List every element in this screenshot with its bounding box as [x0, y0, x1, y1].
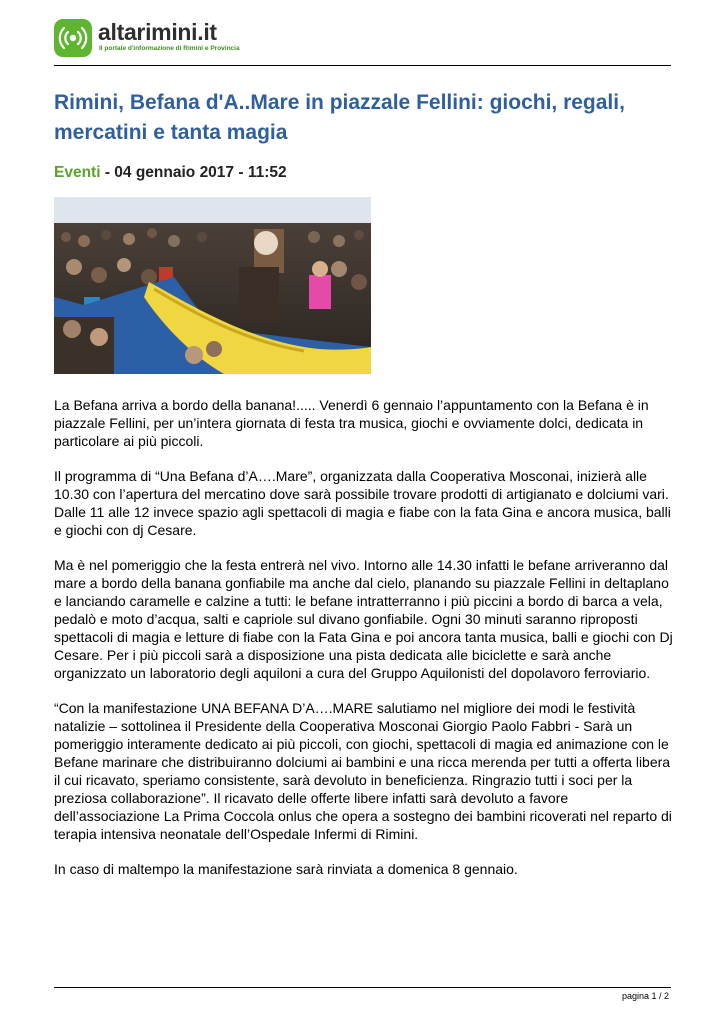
- article-body: [54, 396, 674, 895]
- site-name: altarimini.it: [98, 19, 217, 45]
- article-title: Rimini, Befana d'A..Mare in piazzale Fellini: giochi, regali, mercatini e tanta magia: [54, 91, 625, 144]
- article-paragraph: “Con la manifestazione UNA BEFANA D’A….MARE salutiamo nel migliore dei modi le festività natalizie – sottolinea il Presidente della Cooperativa Mosconai Giorgio Paolo Fabbri - Sarà un pomeriggio interamente dedicato ai più piccoli, con giochi, spettacoli di magia ed animazione con le Befane marinare che distribuiranno dolciumi ai bambini e una ricca merenda per tutti a offerta libera il cui ricavato, speriamo consistente, sarà devoluto in beneficienza. Ringrazio tutti i soci per la preziosa collaborazione”. Il ricavato delle offerte libere infatti sarà devoluto a favore dell’associazione La Prima Coccola onlus che opera a sostegno dei bambini ricoverati nel reparto di terapia intensiva neonatale dell’Ospedale Infermi di Rimini.: [54, 700, 672, 842]
- article-paragraph: La Befana arriva a bordo della banana!..... Venerdì 6 gennaio l’appuntamento con la Befana è in piazzale Fellini, per un’intera giornata di festa tra musica, giochi e ovviamente dolci, dedicata in particolare ai più piccoli.: [54, 397, 649, 449]
- page-number: pagina 1 / 2: [621, 991, 669, 1001]
- broadcast-icon: [54, 19, 92, 57]
- article-paragraph: In caso di maltempo la manifestazione sarà rinviata a domenica 8 gennaio.: [54, 861, 518, 877]
- article-paragraph: Il programma di “Una Befana d’A….Mare”, organizzata dalla Cooperativa Mosconai, inizierà alle 10.30 con l’apertura del mercatino dove sarà possibile trovare prodotti di artigianato e dolciumi vari. Dalle 11 alle 12 invece spazio agli spettacoli di magia e fiabe con la fata Gina e ancora musica, balli e giochi con dj Cesare.: [54, 468, 671, 538]
- article-date: - 04 gennaio 2017 - 11:52: [100, 164, 287, 181]
- site-logo[interactable]: [54, 17, 294, 61]
- article-photo: [54, 197, 371, 374]
- footer-divider: [54, 987, 671, 988]
- site-tagline: Il portale d'informazione di Rimini e Provincia: [99, 45, 240, 52]
- header-divider: [54, 65, 671, 66]
- article-paragraph: Ma è nel pomeriggio che la festa entrerà nel vivo. Intorno alle 14.30 infatti le befane arriveranno dal mare a bordo della banana gonfiabile ma anche dal cielo, planando su piazzale Fellini in deltaplano e lanciando caramelle e calzine a tutti: le befane intratterranno i più piccini a bordo di barca a vela, pedalò e moto d’acqua, salti e capriole sul divano gonfiabile. Ogni 30 minuti saranno riproposti spettacoli di magia e letture di fiabe con la Fata Gina e poi ancora tanta musica, balli e giochi con Dj Cesare. Per i più piccoli sarà a disposizione una pista dedicata alle biciclette e sarà anche organizzato un laboratorio degli aquiloni a cura del Gruppo Aquilonisti del dopolavoro ferroviario.: [54, 557, 673, 681]
- category-link[interactable]: Eventi: [54, 164, 101, 181]
- article-meta: [54, 164, 287, 182]
